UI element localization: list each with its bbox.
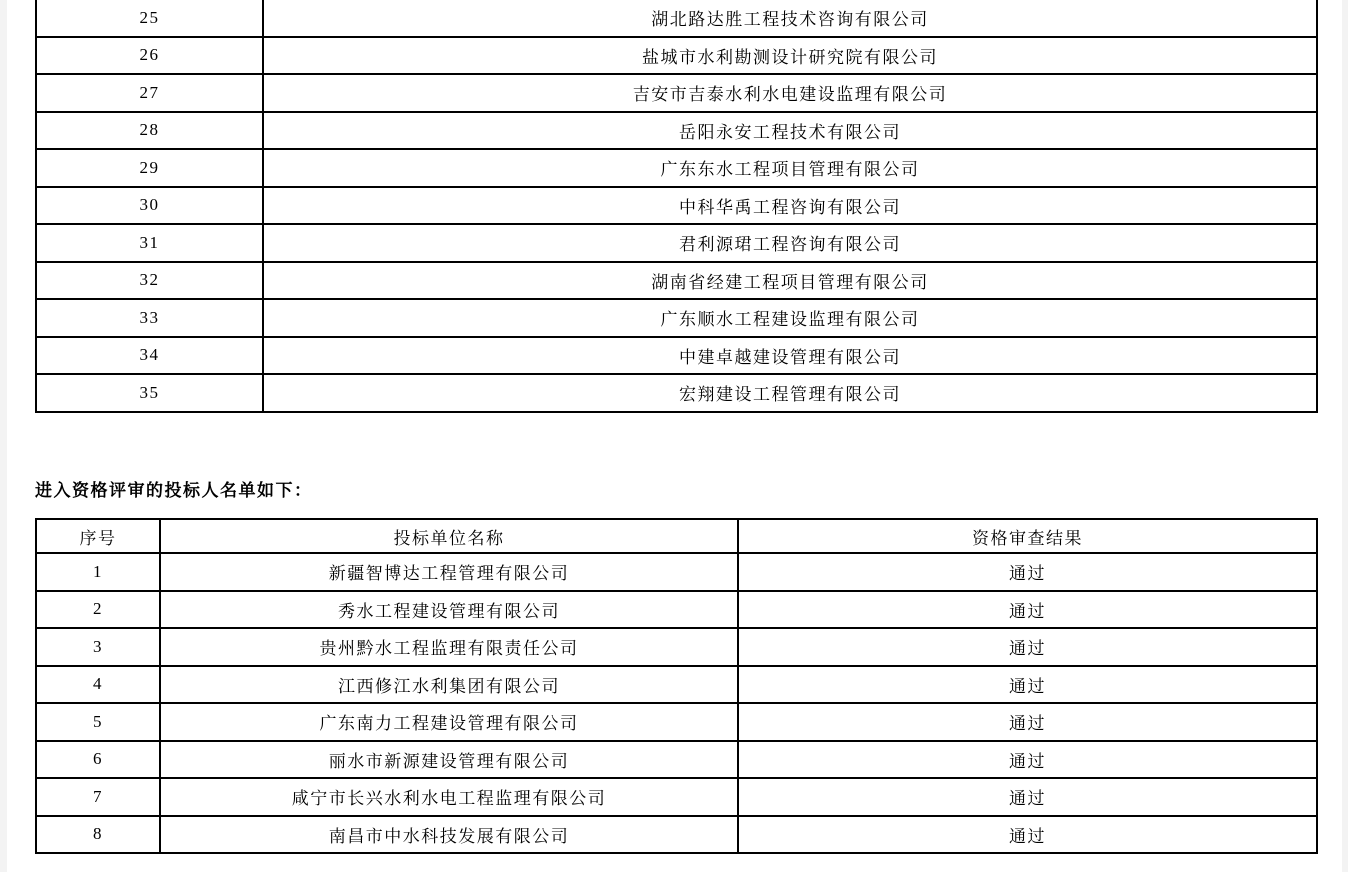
company-name-cell: 咸宁市长兴水利水电工程监理有限公司 [160,778,738,816]
company-name-cell: 中建卓越建设管理有限公司 [263,337,1317,375]
qualified-bidders-table [35,0,1318,413]
row-number-cell: 7 [36,778,160,816]
table-row [36,816,1317,854]
company-name-cell: 广东南力工程建设管理有限公司 [160,703,738,741]
result-cell: 通过 [738,816,1317,854]
table-row [36,262,1317,300]
row-number-cell: 27 [36,74,263,112]
table-row [36,74,1317,112]
row-number-cell: 25 [36,0,263,37]
table-row [36,0,1317,37]
row-number-cell: 34 [36,337,263,375]
company-name-cell: 中科华禹工程咨询有限公司 [263,187,1317,225]
result-cell: 通过 [738,628,1317,666]
row-number-cell: 4 [36,666,160,704]
table-row [36,666,1317,704]
row-number-cell: 31 [36,224,263,262]
company-name-cell: 南昌市中水科技发展有限公司 [160,816,738,854]
qualification-review-table [35,518,1318,854]
table-row [36,374,1317,412]
table-row [36,149,1317,187]
table-row [36,224,1317,262]
company-name-cell: 广东东水工程项目管理有限公司 [263,149,1317,187]
result-cell: 通过 [738,591,1317,629]
table-row [36,299,1317,337]
company-name-cell: 湖北路达胜工程技术咨询有限公司 [263,0,1317,37]
table-row [36,703,1317,741]
section-heading: 进入资格评审的投标人名单如下： [35,481,313,500]
company-name-cell: 丽水市新源建设管理有限公司 [160,741,738,779]
header-review-result: 资格审查结果 [738,519,1317,553]
company-name-cell: 湖南省经建工程项目管理有限公司 [263,262,1317,300]
company-name-cell: 新疆智博达工程管理有限公司 [160,553,738,591]
header-number: 序号 [36,519,160,553]
result-cell: 通过 [738,666,1317,704]
row-number-cell: 6 [36,741,160,779]
table-row [36,741,1317,779]
company-name-cell: 贵州黔水工程监理有限责任公司 [160,628,738,666]
company-name-cell: 岳阳永安工程技术有限公司 [263,112,1317,150]
result-cell: 通过 [738,778,1317,816]
company-name-cell: 盐城市水利勘测设计研究院有限公司 [263,37,1317,75]
row-number-cell: 2 [36,591,160,629]
page-right-margin [1342,0,1348,872]
page-left-margin [0,0,7,872]
table-row [36,628,1317,666]
row-number-cell: 5 [36,703,160,741]
row-number-cell: 8 [36,816,160,854]
table-row [36,337,1317,375]
table-row [36,112,1317,150]
company-name-cell: 吉安市吉泰水利水电建设监理有限公司 [263,74,1317,112]
table-row [36,553,1317,591]
row-number-cell: 32 [36,262,263,300]
company-name-cell: 广东顺水工程建设监理有限公司 [263,299,1317,337]
row-number-cell: 26 [36,37,263,75]
header-company-name: 投标单位名称 [160,519,738,553]
row-number-cell: 29 [36,149,263,187]
table-row [36,37,1317,75]
table-row [36,591,1317,629]
result-cell: 通过 [738,741,1317,779]
table-row [36,187,1317,225]
company-name-cell: 秀水工程建设管理有限公司 [160,591,738,629]
company-name-cell: 江西修江水利集团有限公司 [160,666,738,704]
table-row [36,778,1317,816]
result-cell: 通过 [738,553,1317,591]
row-number-cell: 30 [36,187,263,225]
row-number-cell: 28 [36,112,263,150]
row-number-cell: 35 [36,374,263,412]
table-header-row [36,519,1317,553]
result-cell: 通过 [738,703,1317,741]
row-number-cell: 1 [36,553,160,591]
company-name-cell: 君利源珺工程咨询有限公司 [263,224,1317,262]
company-name-cell: 宏翔建设工程管理有限公司 [263,374,1317,412]
row-number-cell: 33 [36,299,263,337]
row-number-cell: 3 [36,628,160,666]
